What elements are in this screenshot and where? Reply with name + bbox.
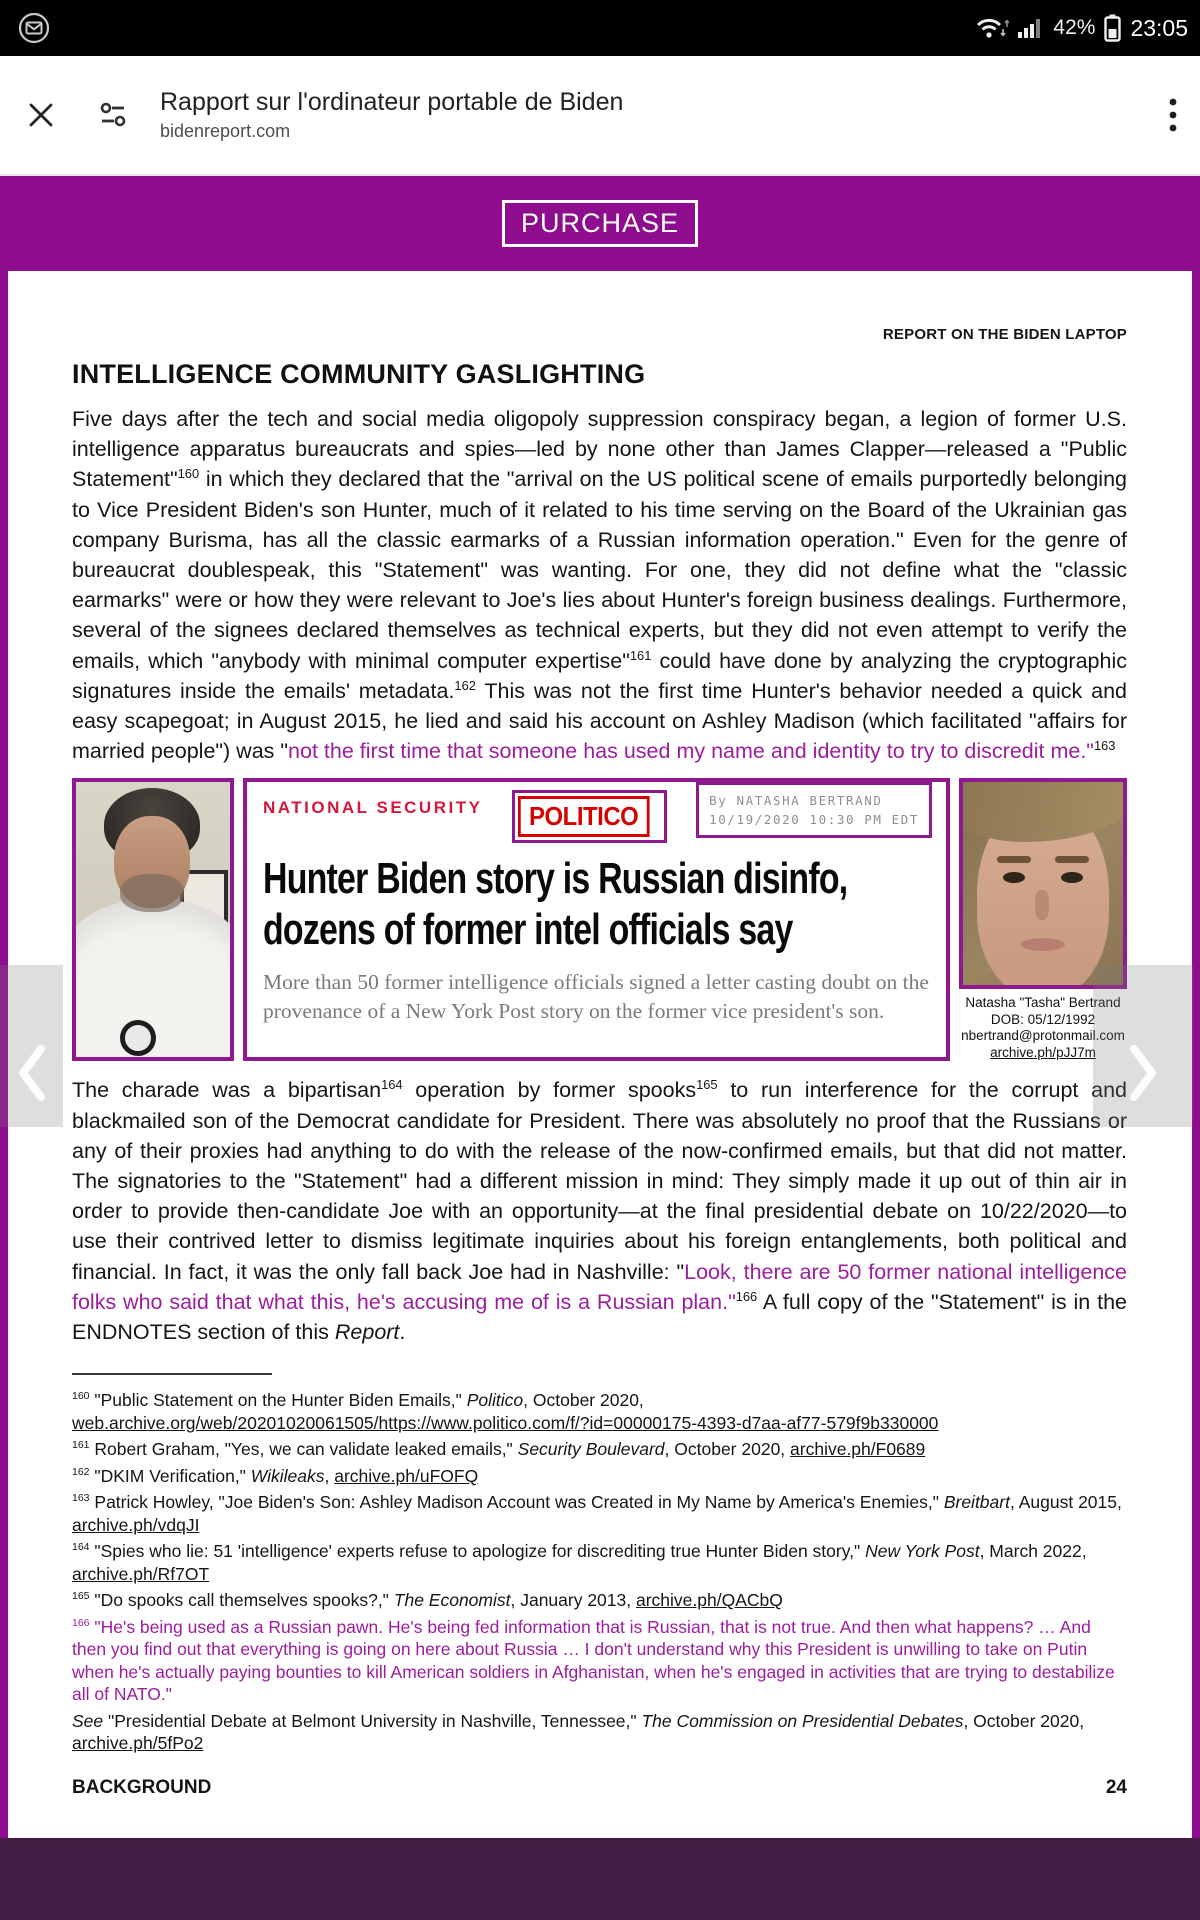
purchase-banner (0, 176, 1200, 271)
byline: By NATASHA BERTRAND (709, 793, 883, 809)
text-segment: 165 (696, 1077, 718, 1093)
chevron-right-icon (1126, 1041, 1160, 1105)
text-segment: 164 (381, 1077, 403, 1093)
text-line: More than 50 former intelligence officials signed a letter casting doubt on the (263, 969, 929, 994)
footnote-162 (72, 1465, 1127, 1488)
text-segment: 161 (629, 647, 652, 663)
footnote-163 (72, 1491, 1127, 1536)
text-segment: 163 (72, 1492, 90, 1505)
text-segment: "Public Statement on the Hunter Biden Emails," (89, 1390, 467, 1411)
text-segment: , October 2020, (963, 1710, 1085, 1731)
footnote-166 (72, 1616, 1127, 1706)
signal-strength-icon (1018, 16, 1044, 40)
text-segment: Breitbart (943, 1492, 1010, 1513)
link[interactable]: archive.ph/vdqJI (72, 1514, 200, 1535)
page-title: Rapport sur l'ordinateur portable de Biden (160, 88, 624, 116)
text-segment: The Commission on Presidential Debates (641, 1710, 964, 1731)
text-segment: Five days after the tech and social media oligopoly suppression conspiracy began, a legion of former U.S. intelligence apparatus bureaucrats and spies—led by none other than James Clapper—released a "Public Statement" (72, 407, 1127, 492)
footnote-see-line (72, 1710, 1127, 1755)
text-segment: The charade was a bipartisan (72, 1078, 382, 1103)
wifi-icon (975, 15, 1009, 41)
text-segment: 160 (177, 466, 200, 482)
text-segment: 162 (454, 677, 476, 693)
text-segment: 160 (72, 1390, 90, 1403)
status-bar (0, 0, 1200, 56)
tune-icon[interactable] (98, 99, 132, 131)
link[interactable]: archive.ph/Rf7OT (72, 1563, 210, 1584)
text-segment: , March 2022, (979, 1541, 1087, 1562)
text-line: provenance of a New York Post story on the former vice president's son. (263, 999, 885, 1024)
article-dek (263, 968, 932, 1027)
text-line: dozens of former intel officials say (263, 905, 793, 955)
footer-section-label: BACKGROUND (72, 1776, 212, 1798)
page-footer-row (72, 1777, 1127, 1799)
footnote-separator (72, 1373, 272, 1375)
text-segment: Wikileaks (250, 1465, 325, 1486)
next-page-control[interactable] (1093, 965, 1193, 1127)
link[interactable]: archive.ph/F0689 (790, 1439, 926, 1460)
running-header: REPORT ON THE BIDEN LAPTOP (882, 326, 1127, 343)
paragraph-1 (72, 404, 1127, 766)
text-segment: , (324, 1465, 335, 1486)
close-icon[interactable] (26, 100, 56, 130)
text-segment: could have done by analyzing the cryptographic signatures inside the emails' metadata. (72, 648, 1127, 703)
politico-logo: POLITICO (518, 796, 649, 837)
byline-box (696, 782, 932, 838)
battery-percent: 42% (1053, 16, 1096, 39)
politico-screenshot (243, 778, 950, 1061)
hunter-biden-photo (72, 778, 234, 1061)
purchase-button[interactable]: PURCHASE (502, 200, 698, 247)
text-segment: A full copy of the "Statement" is in the ENDNOTES section of this (72, 1289, 1127, 1345)
text-segment: Report (334, 1320, 400, 1345)
caption-dob: DOB: 05/12/1992 (990, 1011, 1096, 1027)
text-segment: The Economist (393, 1590, 511, 1611)
link[interactable]: archive.ph/QACbQ (635, 1590, 783, 1611)
text-segment: , August 2015, (1009, 1492, 1122, 1513)
text-segment: "Presidential Debate at Belmont University in Nashville, Tennessee," (103, 1710, 642, 1731)
page-title-block (160, 88, 1166, 142)
text-segment: to run interference for the corrupt and blackmailed son of the Democrat candidate for President. There was absolutely no proof that the Russians or any of their proxies had anything to do with the release of the now-confirmed emails, but that did not matter. The signatories to the "Statement" had a different mission in mind: They simply made it up out of thin air in order to provide then-candidate Joe with an opportunity—at the final presidential debate on 10/22/2020—to use their contrived letter to dismiss legitimate inquiries about his foreign entanglements, both political and financial. In fact, it was the only fall back Joe had in Nashville: " (72, 1078, 1127, 1284)
text-segment: Robert Graham, "Yes, we can validate leaked emails," (89, 1439, 518, 1460)
text-segment: 166 (72, 1616, 90, 1629)
text-segment: Security Boulevard (517, 1439, 665, 1460)
text-segment: Look, there are 50 former national intelligence folks who said that what this, he's accusing me of is a Russian plan." (72, 1259, 1127, 1314)
caption-email: nbertrand@protonmail.com (961, 1028, 1125, 1044)
text-segment: New York Post (865, 1541, 980, 1562)
footnote-160 (72, 1389, 1127, 1434)
dateline: 10/19/2020 10:30 PM EDT (709, 812, 919, 828)
footnote-161 (72, 1438, 1127, 1461)
hair (959, 778, 1127, 842)
text-line: Hunter Biden story is Russian disinfo, (263, 854, 848, 904)
text-segment: in which they declared that the "arrival on the US political scene of emails purportedly belonging to Vice President Biden's son Hunter, much of it related to his time serving on the Board of the Ukrainian gas company Burisma, has all the classic earmarks of a Russian information operation." Even for the genre of bureaucrat doublespeak, this "Statement" was wanting. For one, they did not define what the "classic earmarks" were or how they were relevant to Joe's lies about Hunter's foreign business dealings. Furthermore, several of the signees declared themselves as technical experts, but they did not even attempt to verify the emails, which "anybody with minimal computer expertise" (72, 467, 1127, 673)
text-segment: 164 (72, 1541, 90, 1554)
text-segment: See (72, 1710, 104, 1731)
text-segment: 161 (72, 1439, 90, 1452)
footnote-164 (72, 1540, 1127, 1585)
text-segment: , January 2013, (510, 1590, 636, 1611)
email-notification-icon (16, 10, 52, 46)
text-segment: "He's being used as a Russian pawn. He's being fed information that is Russian, that is not true. And then what happens? … And then you find out that everything is going on here about Russia … I don't understand why this President is unwilling to take on Putin when he's actually paying bounties to kill American soldiers in Afghanistan, when he's engaged in activities that are trying to destabilize all of NATO." (72, 1616, 1115, 1705)
beard (120, 874, 184, 912)
page-bottom-bar (0, 1838, 1200, 1920)
text-segment: "Do spooks call themselves spooks?," (89, 1590, 394, 1611)
page-url: bidenreport.com (160, 121, 291, 141)
text-segment: "DKIM Verification," (89, 1465, 251, 1486)
clock: 23:05 (1130, 14, 1188, 41)
link[interactable]: web.archive.org/web/20201020061505/https://www.politico.com/f/?id=00000175-4393-d7aa-af77-579f9b330000 (72, 1412, 939, 1433)
text-segment: Politico (466, 1390, 524, 1411)
overflow-menu-icon[interactable] (1166, 95, 1180, 135)
caption-name: Natasha "Tasha" Bertrand (965, 995, 1121, 1011)
browser-header (0, 56, 1200, 176)
link[interactable]: archive.ph/uFOFQ (334, 1465, 479, 1486)
text-segment: 162 (72, 1465, 90, 1478)
paragraph-2 (72, 1075, 1127, 1347)
prev-page-control[interactable] (0, 965, 63, 1127)
text-segment: , October 2020, (523, 1390, 644, 1411)
text-segment: Patrick Howley, "Joe Biden's Son: Ashley Madison Account was Created in My Name by America's Enemies," (89, 1492, 944, 1513)
natasha-bertrand-photo (959, 778, 1127, 989)
caption-archive-link[interactable]: archive.ph/pJJ7m (990, 1044, 1096, 1060)
text-segment: "Spies who lie: 51 'intelligence' experts refuse to apologize for discrediting true Hunter Biden story," (89, 1541, 866, 1562)
nose (1035, 890, 1049, 920)
battery-icon (1104, 14, 1121, 42)
eyebrow (997, 856, 1031, 863)
text-segment: This was not the first time Hunter's behavior needed a quick and easy scapegoat; in August 2015, he lied and said his account on Ashley Madison (which facilitated "affairs for married people") was " (72, 678, 1127, 764)
text-segment: . (399, 1320, 406, 1345)
text-segment: operation by former spooks (402, 1078, 697, 1103)
section-heading: INTELLIGENCE COMMUNITY GASLIGHTING (72, 359, 646, 389)
footnote-165 (72, 1589, 1127, 1612)
page-number: 24 (1105, 1776, 1127, 1798)
text-segment: 166 (735, 1288, 758, 1304)
report-page (8, 271, 1192, 1838)
text-segment: , October 2020, (664, 1439, 791, 1460)
article-headline (263, 853, 932, 955)
article-kicker: NATIONAL SECURITY (263, 798, 483, 818)
chevron-left-icon (15, 1041, 49, 1105)
politico-logo-box (512, 790, 667, 843)
link[interactable]: archive.ph/5fPo2 (72, 1733, 204, 1754)
politico-article-figure (72, 778, 1127, 1061)
document-viewport (0, 271, 1200, 1838)
text-segment: 165 (72, 1590, 90, 1603)
text-segment: 163 (1093, 738, 1116, 754)
text-segment: not the first time that someone has used my name and identity to try to discredit me." (288, 739, 1094, 764)
eyebrow (1055, 856, 1089, 863)
